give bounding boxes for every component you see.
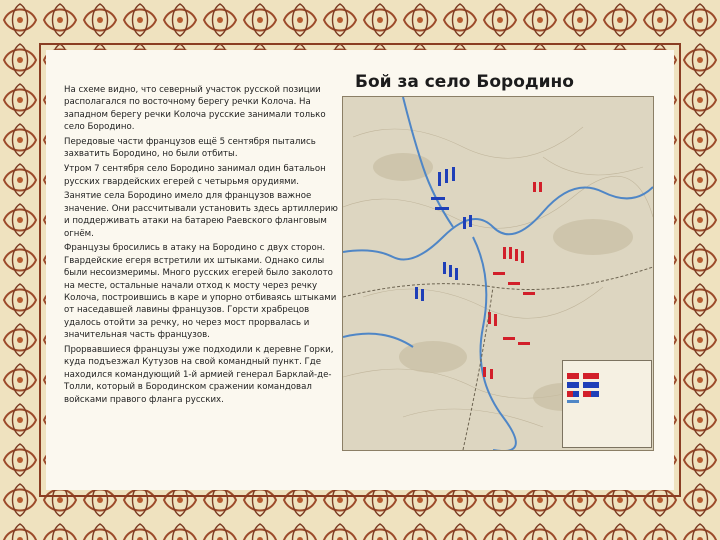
slide-title: Бой за село Бородино (355, 72, 574, 92)
paragraph: Передовые части французов ещё 5 сентября пытались захватить Бородино, но были отбиты. (64, 137, 316, 160)
legend-swatch-french (583, 382, 599, 388)
map-legend (562, 360, 652, 448)
paragraph: Прорвавшиеся французы уже подходили к деревне Горки, куда подъезжал Кутузов на свой командный пункт. Где находился командующий 1-й армией генерал Барклай-де-Толли, который в Бородинском сражении командовал войсками правого фланга русских. (64, 345, 334, 405)
paragraph: На схеме видно, что северный участок русской позиции располагался по восточному берегу речки Колоча. На западном берегу речки Колоча русские занимали только село Бородино. (64, 85, 326, 133)
legend-row (567, 400, 647, 403)
legend-row (567, 391, 647, 397)
legend-row (567, 373, 647, 379)
legend-swatch-mixed (567, 391, 579, 397)
legend-swatch-french (567, 382, 579, 388)
legend-swatch-russian (583, 373, 599, 379)
legend-row (567, 382, 647, 388)
legend-swatch-mixed (583, 391, 599, 397)
paragraph: Французы бросились в атаку на Бородино с двух сторон. Гвардейские егеря встретили их штыками. Однако силы были несоизмеримы. Много русских егерей было заколото на месте, остальные начали отход к мосту через речку Колоча, построившись в каре и упорно отбиваясь штыками от наседавшей лавины французов. Горсти храбрецов удалось отойти за речку, но через мост прорвалась и значительная часть французов. (64, 243, 337, 341)
paragraph: Утром 7 сентября село Бородино занимал один батальон русских гвардейских егерей с четырьмя орудиями. (64, 164, 326, 187)
paragraph: Занятие села Бородино имело для французов важное значение. Они рассчитывали установить здесь артиллерию и поддерживать атаки на батарею Раевского фланговым огнём. (64, 191, 338, 239)
legend-swatch-russian (567, 373, 579, 379)
legend-swatch-river (567, 400, 579, 403)
slide-body-text (64, 84, 346, 409)
